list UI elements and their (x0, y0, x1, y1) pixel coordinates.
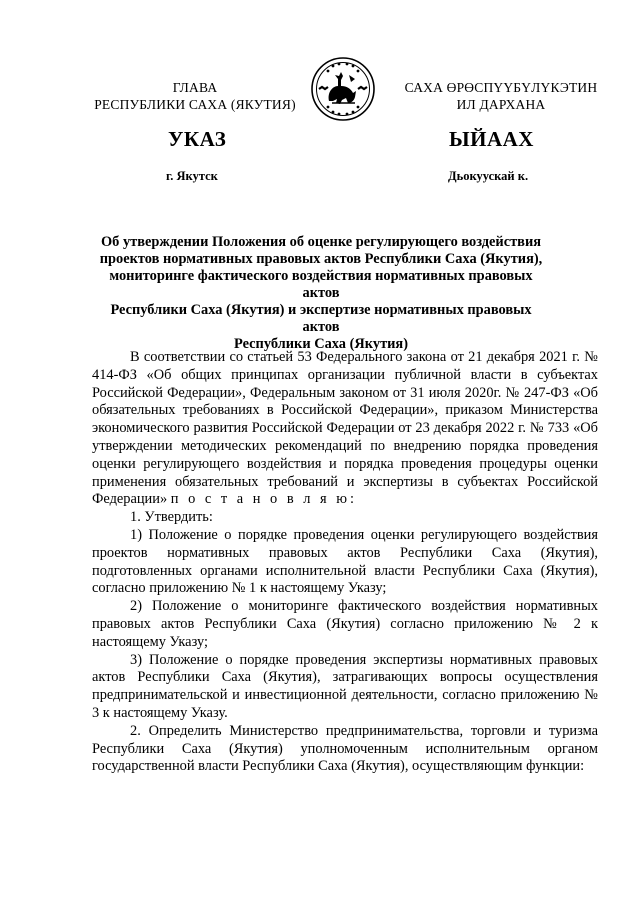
document-title (92, 234, 550, 353)
document-title-line: Республики Саха (Якутия) (233, 336, 409, 352)
preamble-text: В соответствии со статьей 53 Федерального закона от 21 декабря 2021 г. № 414-ФЗ «Об общих принципах организации публичной власти в субъектах Российской Федерации», Федеральным законом от 31 июля 2020г. № 247-ФЗ «Об обязательных требованиях в Российской Федерации», приказом Министерства экономического развития Российской Федерации от 23 декабря 2022 г. № 733 «Об утверждении методических рекомендаций по внедрению порядка проведения оценки регулирующего воздействия и порядка проведения процедуры оценки применения обязательных требований и экспертизы в субъектах Российской Федерации» (92, 349, 598, 508)
document-title-line: мониторинге фактического воздействия нормативных правовых актов (109, 268, 533, 301)
paragraph-item-1: 1) Положение о порядке проведения оценки регулирующего воздействия проектов нормативных правовых актов Республики Саха (Якутия), подготовленных органами исполнительной власти Республики Саха (Якутия), согласно приложению № 1 к настоящему Указу; (92, 526, 598, 597)
paragraph-item-2: 2) Положение о мониторинге фактического воздействия нормативных правовых актов Республики Саха (Якутия) согласно приложению № 2 к настоящему Указу; (92, 598, 598, 650)
document-title-line: Об утверждении Положения об оценке регулирующего воздействия (100, 234, 542, 250)
header-left-line2: РЕСПУБЛИКИ САХА (ЯКУТИЯ) (94, 97, 296, 112)
paragraph-approve: 1. Утвердить: (130, 509, 213, 526)
preamble-paragraph (92, 349, 598, 509)
title-ukaz: УКАЗ (168, 127, 227, 151)
document-title-line: проектов нормативных правовых актов Республики Саха (Якутия), (99, 251, 543, 267)
city-yakutsk: г. Якутск (166, 169, 218, 183)
decree-verb: п о с т а н о в л я ю: (170, 491, 357, 508)
header-right-line2: ИЛ ДАРХАНА (456, 97, 546, 112)
header-right-line1: САХА ӨРӨСПҮҮБҮЛҮКЭТИН (404, 80, 598, 95)
header-left-line1: ГЛАВА (172, 80, 218, 95)
document-title-line: Республики Саха (Якутия) и экспертизе нормативных правовых актов (110, 302, 532, 335)
header-left (70, 79, 320, 113)
city-dyokuuskai: Дьокуускай к. (448, 169, 529, 183)
paragraph-item-3: 3) Положение о порядке проведения экспертизы нормативных правовых актов Республики Саха (Якутия), затрагивающих вопросы осуществления предпринимательской и инвестиционной деятельности, согласно приложению № 3 к настоящему Указу. (92, 651, 598, 721)
coat-of-arms-emblem-icon (311, 57, 375, 121)
header-right (392, 79, 610, 113)
paragraph-determine: 2. Определить Министерство предпринимательства, торговли и туризма Республики Саха (Якутия) уполномоченным исполнительным органом государственной власти Республики Саха (Якутия), осуществляющим функции: (92, 722, 598, 775)
title-yiaakh: ЫЙААХ (449, 127, 534, 151)
document-body (92, 349, 598, 776)
